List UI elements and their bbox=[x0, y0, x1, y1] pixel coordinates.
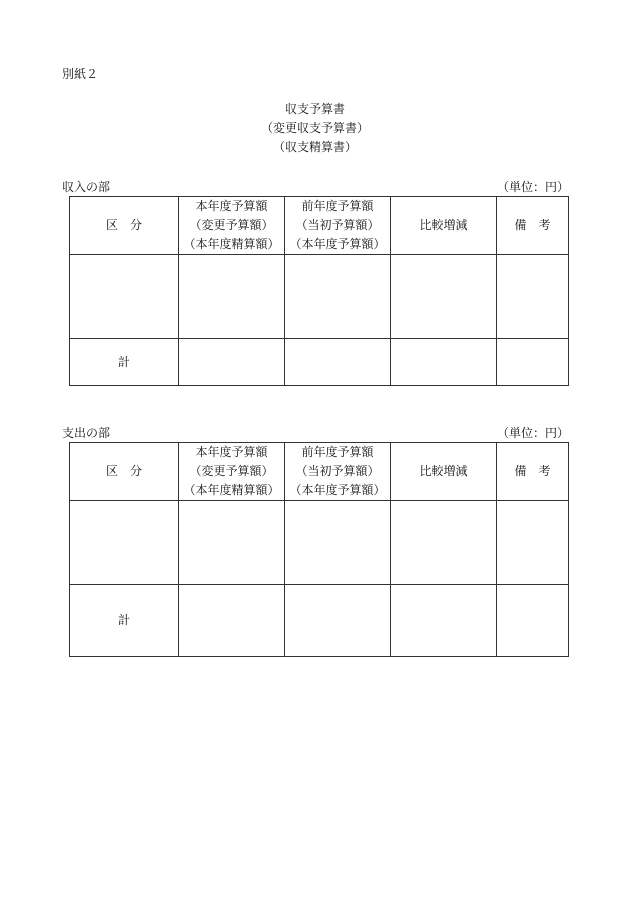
table-row bbox=[70, 255, 569, 339]
header-category: 区 分 bbox=[70, 443, 179, 501]
expense-table bbox=[69, 442, 569, 657]
total-comparison[interactable] bbox=[391, 339, 497, 386]
total-previous-budget[interactable] bbox=[285, 585, 391, 657]
table-header-row bbox=[70, 197, 569, 255]
total-remarks[interactable] bbox=[497, 339, 569, 386]
header-current-budget: 本年度予算額 （変更予算額） （本年度精算額） bbox=[179, 197, 285, 255]
total-current-budget[interactable] bbox=[179, 339, 285, 386]
header-remarks: 備 考 bbox=[497, 443, 569, 501]
header-category: 区 分 bbox=[70, 197, 179, 255]
total-previous-budget[interactable] bbox=[285, 339, 391, 386]
table-header-row bbox=[70, 443, 569, 501]
cell-comparison[interactable] bbox=[391, 501, 497, 585]
income-table bbox=[69, 196, 569, 386]
cell-current-budget[interactable] bbox=[179, 501, 285, 585]
title-main: 収支予算書 bbox=[284, 102, 345, 116]
cell-remarks[interactable] bbox=[497, 255, 569, 339]
total-current-budget[interactable] bbox=[179, 585, 285, 657]
total-remarks[interactable] bbox=[497, 585, 569, 657]
header-comparison: 比較増減 bbox=[391, 197, 497, 255]
cell-previous-budget[interactable] bbox=[285, 501, 391, 585]
table-row bbox=[70, 501, 569, 585]
income-section-label: 収入の部 bbox=[62, 180, 111, 194]
header-previous-budget: 前年度予算額 （当初予算額） （本年度予算額） bbox=[285, 443, 391, 501]
header-remarks: 備 考 bbox=[497, 197, 569, 255]
header-comparison: 比較増減 bbox=[391, 443, 497, 501]
header-previous-budget: 前年度予算額 （当初予算額） （本年度予算額） bbox=[285, 197, 391, 255]
title-alt-settlement: （収支精算書） bbox=[272, 140, 357, 154]
total-label: 計 bbox=[70, 585, 179, 657]
expense-unit-label: （単位：円） bbox=[497, 426, 570, 440]
total-row bbox=[70, 585, 569, 657]
total-row bbox=[70, 339, 569, 386]
cell-remarks[interactable] bbox=[497, 501, 569, 585]
title-alt-change: （変更収支予算書） bbox=[260, 121, 369, 135]
total-comparison[interactable] bbox=[391, 585, 497, 657]
cell-comparison[interactable] bbox=[391, 255, 497, 339]
expense-section-label: 支出の部 bbox=[62, 426, 111, 440]
document-titles bbox=[0, 100, 630, 157]
cell-current-budget[interactable] bbox=[179, 255, 285, 339]
income-unit-label: （単位：円） bbox=[497, 180, 570, 194]
total-label: 計 bbox=[70, 339, 179, 386]
header-current-budget: 本年度予算額 （変更予算額） （本年度精算額） bbox=[179, 443, 285, 501]
appendix-label: 別紙２ bbox=[62, 67, 99, 81]
cell-category[interactable] bbox=[70, 255, 179, 339]
cell-previous-budget[interactable] bbox=[285, 255, 391, 339]
cell-category[interactable] bbox=[70, 501, 179, 585]
